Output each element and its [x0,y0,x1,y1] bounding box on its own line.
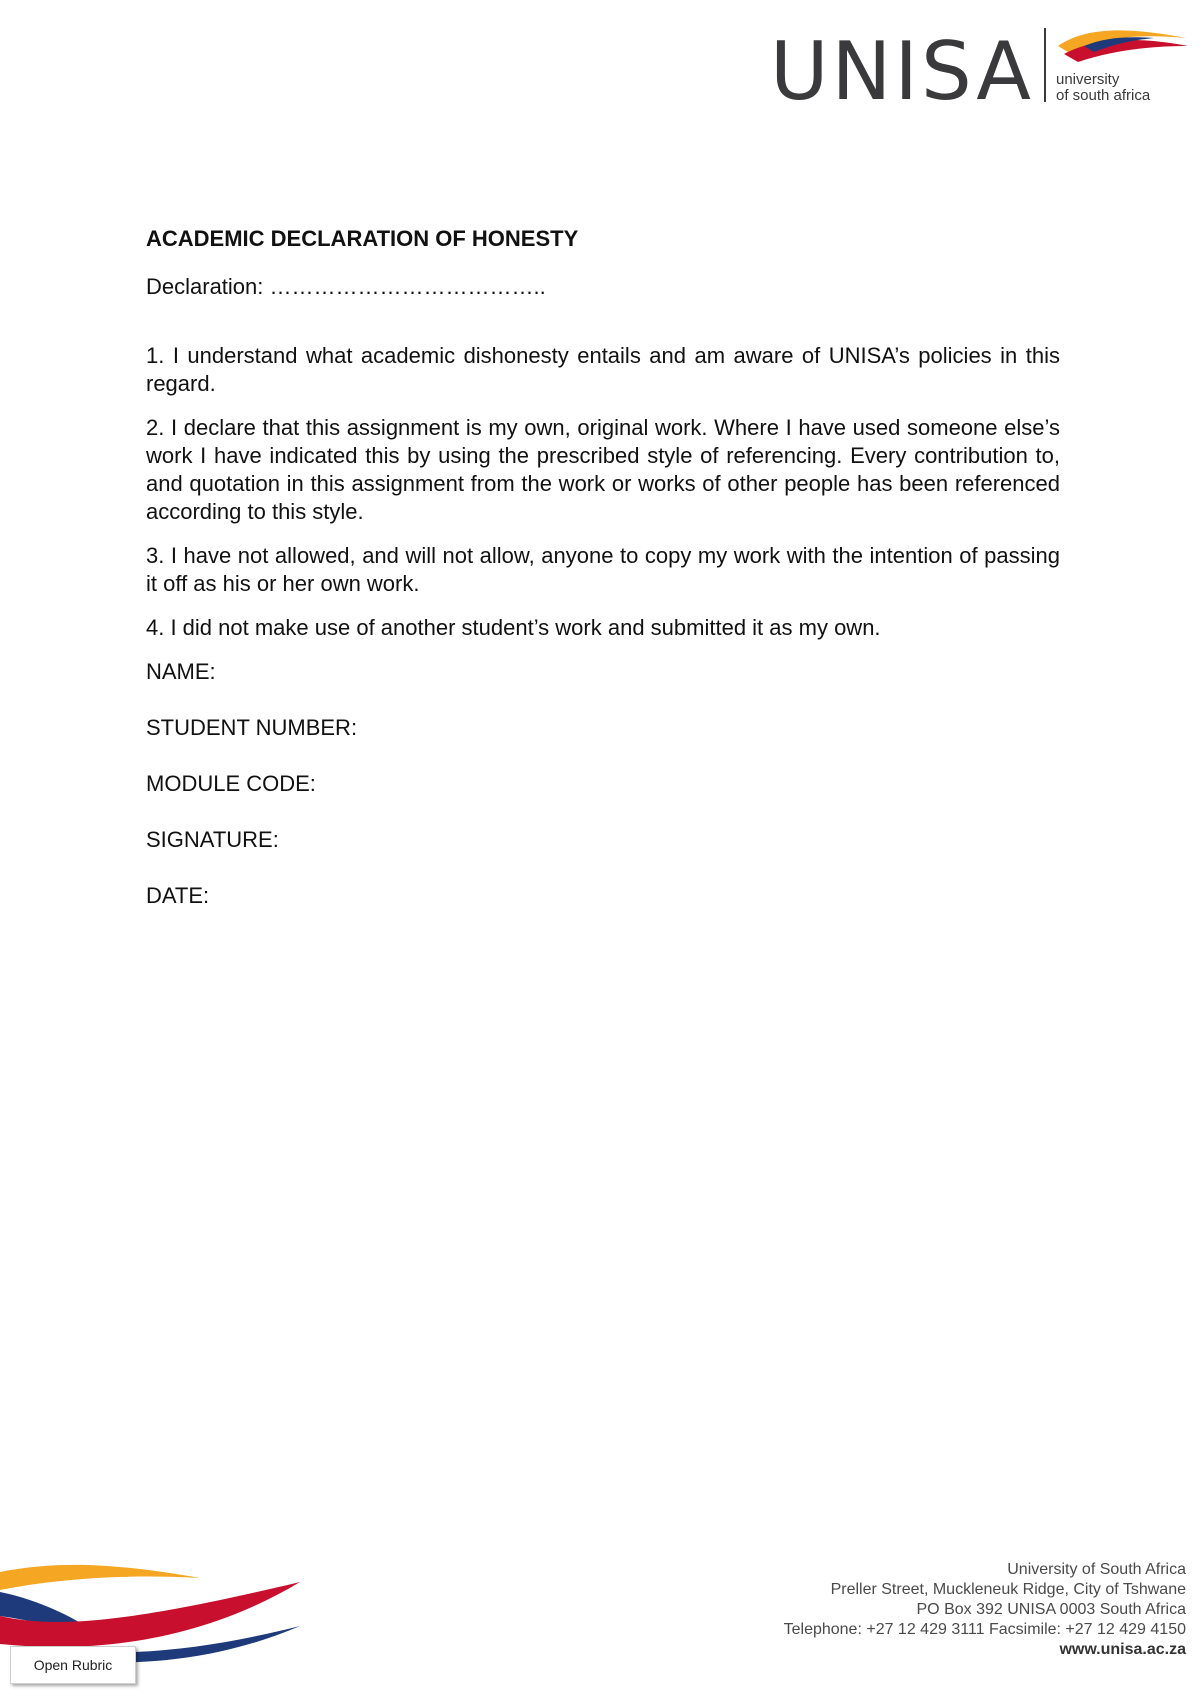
field-date: DATE: [146,883,210,908]
declaration-point-4: 4. I did not make use of another student’s work and submitted it as my own. [146,615,881,640]
logo-swoosh-icon [1054,24,1190,64]
address-line-1: University of South Africa [1007,1561,1186,1578]
footer-address [784,1560,1186,1660]
logo-subtitle-line1: university [1056,71,1120,88]
address-line-3: PO Box 392 UNISA 0003 South Africa [916,1601,1186,1618]
logo-divider [1044,28,1046,102]
unisa-logo [770,24,1190,118]
document-body [146,226,1060,938]
logo-wordmark: UNISA [770,25,1034,118]
logo-subtitle [1056,72,1150,104]
website-link[interactable]: www.unisa.ac.za [1059,1641,1186,1658]
address-line-4: Telephone: +27 12 429 3111 Facsimile: +27 12 429 4150 [783,1621,1186,1638]
student-fields [146,658,1060,938]
declaration-point-2: 2. I declare that this assignment is my own, original work. Where I have used someone else’s work I have indicated this by using the prescribed style of referencing. Every contribution to, and quotation in this assignment from the work or works of other people has been referenced according to this style. [146,415,1060,524]
logo-subtitle-line2: of south africa [1056,87,1151,104]
field-name: NAME: [146,659,216,684]
declaration-point-3: 3. I have not allowed, and will not allow, anyone to copy my work with the intention of passing it off as his or her own work. [146,543,1060,596]
open-rubric-button[interactable]: Open Rubric [10,1646,136,1684]
declaration-line: Declaration: ……………………………….. [146,274,546,299]
declaration-point-1: 1. I understand what academic dishonesty entails and am aware of UNISA’s policies in this regard. [146,343,1060,396]
field-module-code: MODULE CODE: [146,771,316,796]
field-student-number: STUDENT NUMBER: [146,715,358,740]
document-title: ACADEMIC DECLARATION OF HONESTY [146,226,579,251]
field-signature: SIGNATURE: [146,827,279,852]
address-line-2: Preller Street, Muckleneuk Ridge, City of Tshwane [830,1581,1186,1598]
